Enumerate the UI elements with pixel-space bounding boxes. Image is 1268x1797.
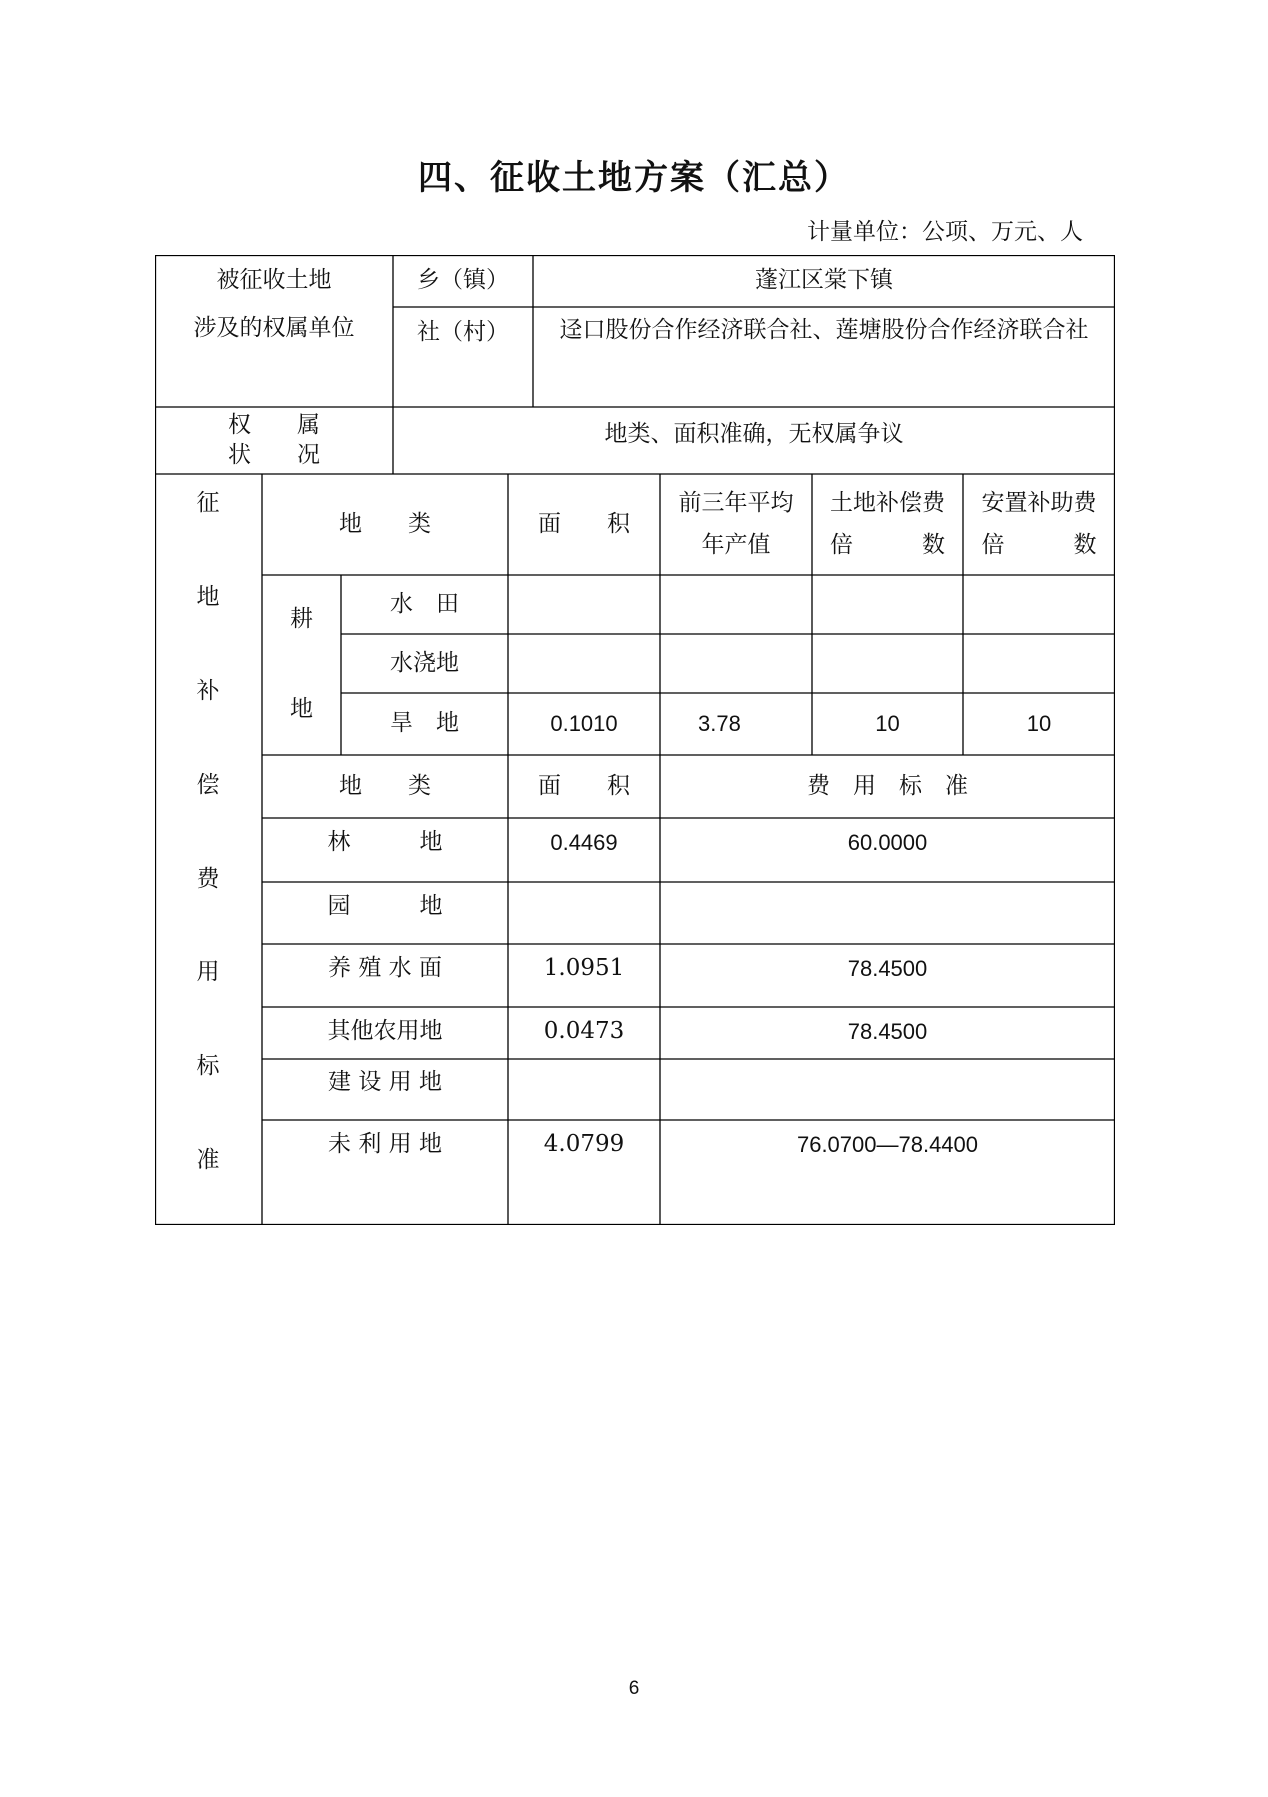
header2-land-type: 地 类	[339, 772, 431, 799]
arable-row-comp	[812, 634, 963, 693]
arable-row-reset: 10	[1026, 710, 1052, 736]
other-row-type: 其他农用地	[327, 1018, 443, 1045]
other-row-type: 建 设 用 地	[328, 1069, 442, 1096]
arable-group-line1: 耕	[290, 606, 313, 633]
side-label-char: 费	[196, 865, 220, 892]
arable-row-area	[508, 575, 660, 634]
status-label-line2: 状 况	[228, 441, 320, 468]
arable-row-comp	[812, 575, 963, 634]
village-label: 社（村）	[417, 319, 509, 346]
arable-group-label	[262, 575, 341, 755]
township-label: 乡（镇）	[417, 267, 509, 294]
ownership-label-line1: 被征收土地	[216, 267, 332, 293]
village-value: 迳口股份合作经济联合社、莲塘股份合作经济联合社	[559, 317, 1089, 343]
arable-row-comp: 10	[875, 710, 900, 736]
ownership-label-line2: 涉及的权属单位	[193, 314, 355, 341]
status-label	[155, 407, 393, 474]
other-row-area: 4.0799	[543, 1131, 625, 1158]
status-value: 地类、面积准确，无权属争议	[604, 420, 904, 447]
other-row-type: 未 利 用 地	[328, 1131, 442, 1158]
arable-group-line2: 地	[290, 696, 313, 723]
arable-row-output	[660, 575, 812, 634]
land-expropriation-table	[155, 255, 1115, 1225]
other-row-area: 1.0951	[543, 955, 625, 982]
other-row-type: 园 地	[327, 893, 443, 920]
arable-row-reset	[963, 575, 1115, 634]
side-label-char: 征	[196, 490, 220, 516]
header-avg-output-line2: 年产值	[701, 531, 771, 558]
header-comp-line1: 土地补偿费	[830, 490, 945, 517]
arable-row-area: 0.1010	[550, 710, 618, 736]
side-label-char: 地	[196, 583, 220, 610]
other-row-standard: 78.4500	[847, 1018, 928, 1044]
ownership-label	[155, 255, 393, 407]
other-row-area	[508, 882, 660, 932]
township-value: 蓬江区棠下镇	[755, 267, 893, 294]
other-row-type: 林 地	[327, 829, 443, 856]
header-area: 面 积	[538, 510, 630, 537]
header-land-type: 地 类	[339, 510, 431, 537]
header2-standard: 费 用 标 准	[807, 772, 968, 799]
arable-row-type: 旱 地	[390, 710, 459, 737]
page-title: 四、征收土地方案（汇总）	[418, 158, 850, 198]
side-label-char: 准	[196, 1147, 220, 1174]
header-reset-line1: 安置补助费	[981, 490, 1097, 517]
header-avg-output	[660, 474, 812, 575]
other-row-standard	[660, 882, 1115, 932]
arable-row-output	[660, 634, 812, 693]
other-row-area: 0.0473	[543, 1018, 625, 1045]
other-row-area	[508, 1059, 660, 1107]
arable-row-reset	[963, 634, 1115, 693]
header-avg-output-line1: 前三年平均	[678, 490, 794, 517]
arable-row-type: 水浇地	[390, 649, 459, 676]
header-comp-line2: 倍 数	[830, 531, 945, 558]
arable-row-area	[508, 634, 660, 693]
header-resettlement-multiple	[963, 474, 1115, 575]
side-label-char: 偿	[196, 771, 220, 798]
other-row-type: 养 殖 水 面	[328, 955, 442, 982]
other-row-standard: 76.0700—78.4400	[796, 1131, 979, 1157]
other-row-area: 0.4469	[550, 829, 618, 855]
side-label-char: 用	[196, 959, 220, 986]
arable-row-output: 3.78	[698, 710, 741, 736]
arable-row-type: 水 田	[390, 590, 459, 617]
page-number: 6	[628, 1678, 640, 1699]
header-compensation-multiple	[812, 474, 963, 575]
unit-note: 计量单位：公项、万元、人	[807, 219, 1083, 245]
other-row-standard: 60.0000	[847, 829, 928, 855]
header-reset-line2: 倍 数	[981, 531, 1097, 558]
side-label-char: 补	[196, 677, 220, 704]
other-row-standard	[660, 1059, 1115, 1107]
side-label-char: 标	[196, 1053, 220, 1080]
other-row-standard: 78.4500	[847, 955, 928, 981]
header2-area: 面 积	[538, 772, 630, 799]
status-label-line1: 权 属	[228, 411, 320, 438]
